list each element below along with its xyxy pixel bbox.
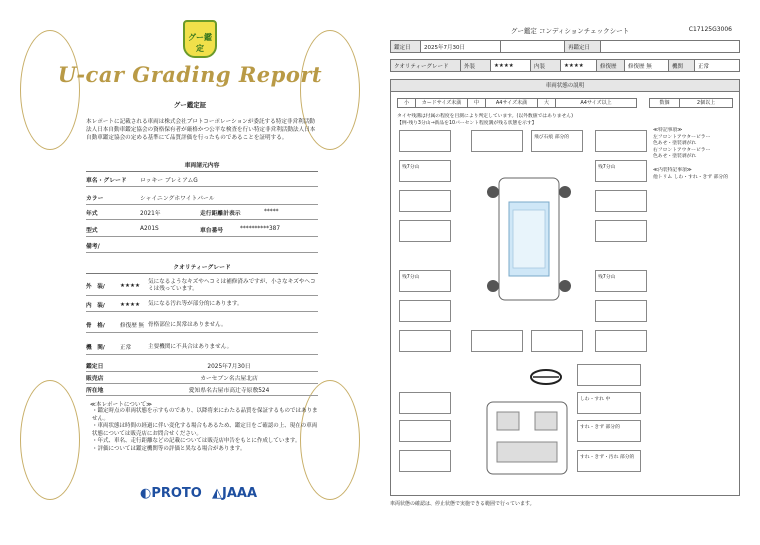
repair-value: 修復歴 無 [625, 60, 669, 71]
interior-stars: ★★★★ [120, 301, 141, 308]
year-value: 2021年 [140, 210, 161, 217]
exterior-label: 外装 [461, 60, 491, 71]
tire-rr-note: 残7分山 [598, 275, 616, 280]
store-label: 販売店 [86, 376, 104, 382]
quality-section-title: クオリティーグレード [86, 262, 318, 274]
note-item: ・車両状態は時間の経過に伴い変化する場合もあるため、鑑定日をご確認の上、現在の車両状態については販売店にお問合せください。 [92, 423, 318, 437]
note-box [595, 160, 647, 182]
note-box [595, 130, 647, 152]
legend-mid-desc: A4サイズ未満 [486, 99, 538, 107]
date-row [390, 40, 740, 53]
note-box [577, 392, 641, 414]
legend-mid: 中 [468, 99, 486, 107]
legend-small-desc: カードサイズ未満 [416, 99, 468, 107]
chassis-label: 車台番号 [200, 227, 224, 234]
engine-label: 機 関/ [86, 345, 105, 351]
note-box [399, 190, 451, 212]
model-value: A201S [140, 226, 159, 232]
year-row [86, 205, 318, 220]
grade-value: ロッキー プレミアムG [140, 177, 198, 184]
grade-row [86, 172, 318, 187]
note-box [531, 130, 583, 152]
note-box [531, 330, 583, 352]
size-legend [397, 98, 637, 108]
note-box [595, 330, 647, 352]
footer-note: 車両状態の確認は、停止状態で実施できる範囲で行っています。 [390, 501, 535, 507]
chassis-value: **********387 [240, 226, 281, 232]
seat-note-2: すれ・きず 部分的 [580, 425, 620, 430]
legend-small: 小 [398, 99, 416, 107]
appraisal-date-value: 2025年7月30日 [207, 364, 251, 370]
notes-list [92, 408, 318, 454]
remarks-label: 備考/ [86, 243, 100, 250]
tire-note: タイヤ残溝は付属の程度を目測により判定しています。(以外数値ではありません) [397, 114, 573, 119]
note-item: ・年式、車名、走行距離などの記載については販売店申告をもとに作成しています。 [92, 438, 301, 445]
note-box [399, 220, 451, 242]
tire-front-right-icon [559, 186, 571, 198]
model-row [86, 222, 318, 237]
front-right-seat [535, 412, 557, 430]
repair-label: 修復歴 [597, 60, 625, 71]
note-box [399, 420, 451, 442]
sheet-title: グー鑑定 コンディションチェックシート [510, 27, 630, 35]
reappraisal-label: 再鑑定日 [565, 41, 601, 52]
grade-row [390, 59, 740, 72]
engine-status: 正常 [120, 345, 132, 351]
interior-stars: ★★★★ [561, 60, 597, 71]
tire-fr-note: 残7分山 [598, 165, 616, 170]
condition-title: 車両状態の説明 [391, 80, 739, 92]
note-box [399, 392, 451, 414]
appraisal-date-row [86, 360, 318, 372]
note-box [595, 190, 647, 212]
proto-logo-text: PROTO [151, 486, 202, 501]
frame-desc: 骨格部位に異常はありません。 [148, 321, 227, 328]
date-value: 2025年7月30日 [421, 41, 501, 52]
interior-row [86, 298, 318, 312]
seat-note-3: すれ・きず・汚れ 部分的 [580, 455, 635, 460]
exterior-label: 外 装/ [86, 283, 105, 290]
seat-note: しわ・すれ 中 [580, 397, 611, 402]
color-value: シャイニングホワイトパール [140, 195, 215, 202]
exterior-stars: ★★★★ [491, 60, 531, 71]
steering-wheel-icon [529, 368, 563, 386]
address-row [86, 384, 318, 396]
address-label: 所在地 [86, 388, 104, 394]
special-notes: ≪特記事項≫ 左フロントアウターピラー 色あせ・塗装剥がれ 右フロントアウターピラー 色あせ・塗装剥がれ [653, 128, 711, 159]
tire-fl-note: 残7分山 [402, 165, 420, 170]
legend-large-desc: A4サイズ以上 [580, 100, 612, 106]
interior-label: 内装 [531, 60, 561, 71]
frame-row [86, 318, 318, 333]
badge-text: グー鑑定 [188, 33, 212, 53]
car-interior-diagram [481, 398, 573, 478]
note-box [577, 420, 641, 442]
grade-label: クオリティーグレード [391, 60, 461, 71]
note-box [399, 130, 451, 152]
interior-special-notes: ≪内装特記事項≫ 他トリム しわ・すれ・きず 部分的 [653, 168, 729, 180]
jaaa-logo-text: JAAA [222, 486, 258, 501]
note-box [399, 300, 451, 322]
ornament-frame [20, 30, 80, 150]
mileage-value: ***** [264, 209, 279, 215]
count-value: 2個以上 [696, 100, 716, 106]
note-box [471, 330, 523, 352]
color-row [86, 190, 318, 205]
note-box [471, 130, 523, 152]
note-box [595, 300, 647, 322]
rear-seat [497, 442, 557, 462]
note-item: ・鑑定時点の車両状態を示すものであり、以降将来にわたる品質を保証するものではありません。 [92, 408, 318, 422]
report-title: U-car Grading Report [57, 62, 323, 87]
count-label: 数個 [650, 99, 680, 107]
exterior-desc: 気になるようなキズやヘコミは補修済みですが、小さなキズやヘコミは残っています。 [148, 278, 316, 292]
car-top-diagram [483, 172, 575, 306]
remarks-row [86, 238, 318, 253]
notes-title: ≪本レポートについて≫ [90, 402, 152, 408]
model-label: 型式 [86, 227, 98, 234]
engine-value: 正常 [698, 63, 710, 70]
legend-large: 大 [538, 99, 556, 107]
store-row [86, 372, 318, 384]
note-box [595, 270, 647, 292]
ornament-frame [20, 380, 80, 500]
note-box [399, 160, 451, 182]
note-box [577, 364, 641, 386]
note-box [595, 220, 647, 242]
vehicle-section-title: 車両諸元内容 [86, 160, 318, 172]
address-value: 愛知県名古屋市高辻寺原敷524 [188, 388, 270, 394]
color-label: カラー [86, 195, 104, 202]
engine-label: 機関 [669, 60, 695, 71]
tire-rear-left-icon [487, 280, 499, 292]
note-item: ・評価については鑑定機関等の評価と異なる場合があります。 [92, 445, 246, 452]
tire-rear-right-icon [559, 280, 571, 292]
tire-front-left-icon [487, 186, 499, 198]
jaaa-logo: ◭JAAA [212, 486, 258, 501]
condition-check-sheet [380, 0, 760, 545]
frame-label: 骨 格/ [86, 323, 105, 329]
interior-label: 内 装/ [86, 302, 105, 309]
frame-status: 修復歴 無 [120, 323, 145, 329]
sheet-id: C17125G3006 [688, 26, 732, 33]
bumper-note: 飛び石痕 部分的 [534, 135, 570, 140]
front-left-seat [497, 412, 519, 430]
appraisal-date-label: 鑑定日 [86, 364, 104, 370]
exterior-stars: ★★★★ [120, 282, 141, 289]
interior-desc: 気になる汚れ等が部分的にあります。 [148, 301, 243, 307]
tire-note-example: 【例-残り3分山→新品を10パーセント程度溝が残る状態を示す】 [397, 121, 537, 126]
tire-rl-note: 残7分山 [402, 275, 420, 280]
car-cabin [513, 210, 545, 268]
engine-row [86, 340, 318, 355]
note-box [399, 270, 451, 292]
goo-appraisal-badge [183, 20, 217, 58]
proto-logo: ◐PROTO [140, 486, 202, 501]
intro-text: 本レポートに記載される車両は株式会社プロトコーポレーションが委託する特定非営利活動法人日本自動車鑑定協会の資格保有者が厳格かつ公平な検査を行い特定非営利活動法人日本自動車鑑定協会の定める基準にて品質評価を行ったものであることを証明する。 [86, 119, 316, 141]
engine-desc: 主要機関に不具合はありません。 [148, 343, 233, 350]
count-legend [649, 98, 733, 108]
report-subtitle: グー鑑定証 [173, 101, 207, 109]
condition-panel [390, 79, 740, 496]
grade-label: 車名・グレード [86, 177, 127, 184]
year-label: 年式 [86, 210, 98, 217]
note-box [399, 450, 451, 472]
note-box [399, 330, 451, 352]
date-label: 鑑定日 [391, 41, 421, 52]
exterior-row [86, 276, 318, 296]
store-value: カーセブン名古屋北店 [200, 376, 258, 382]
mileage-label: 走行距離計表示 [200, 210, 241, 217]
note-box [577, 450, 641, 472]
